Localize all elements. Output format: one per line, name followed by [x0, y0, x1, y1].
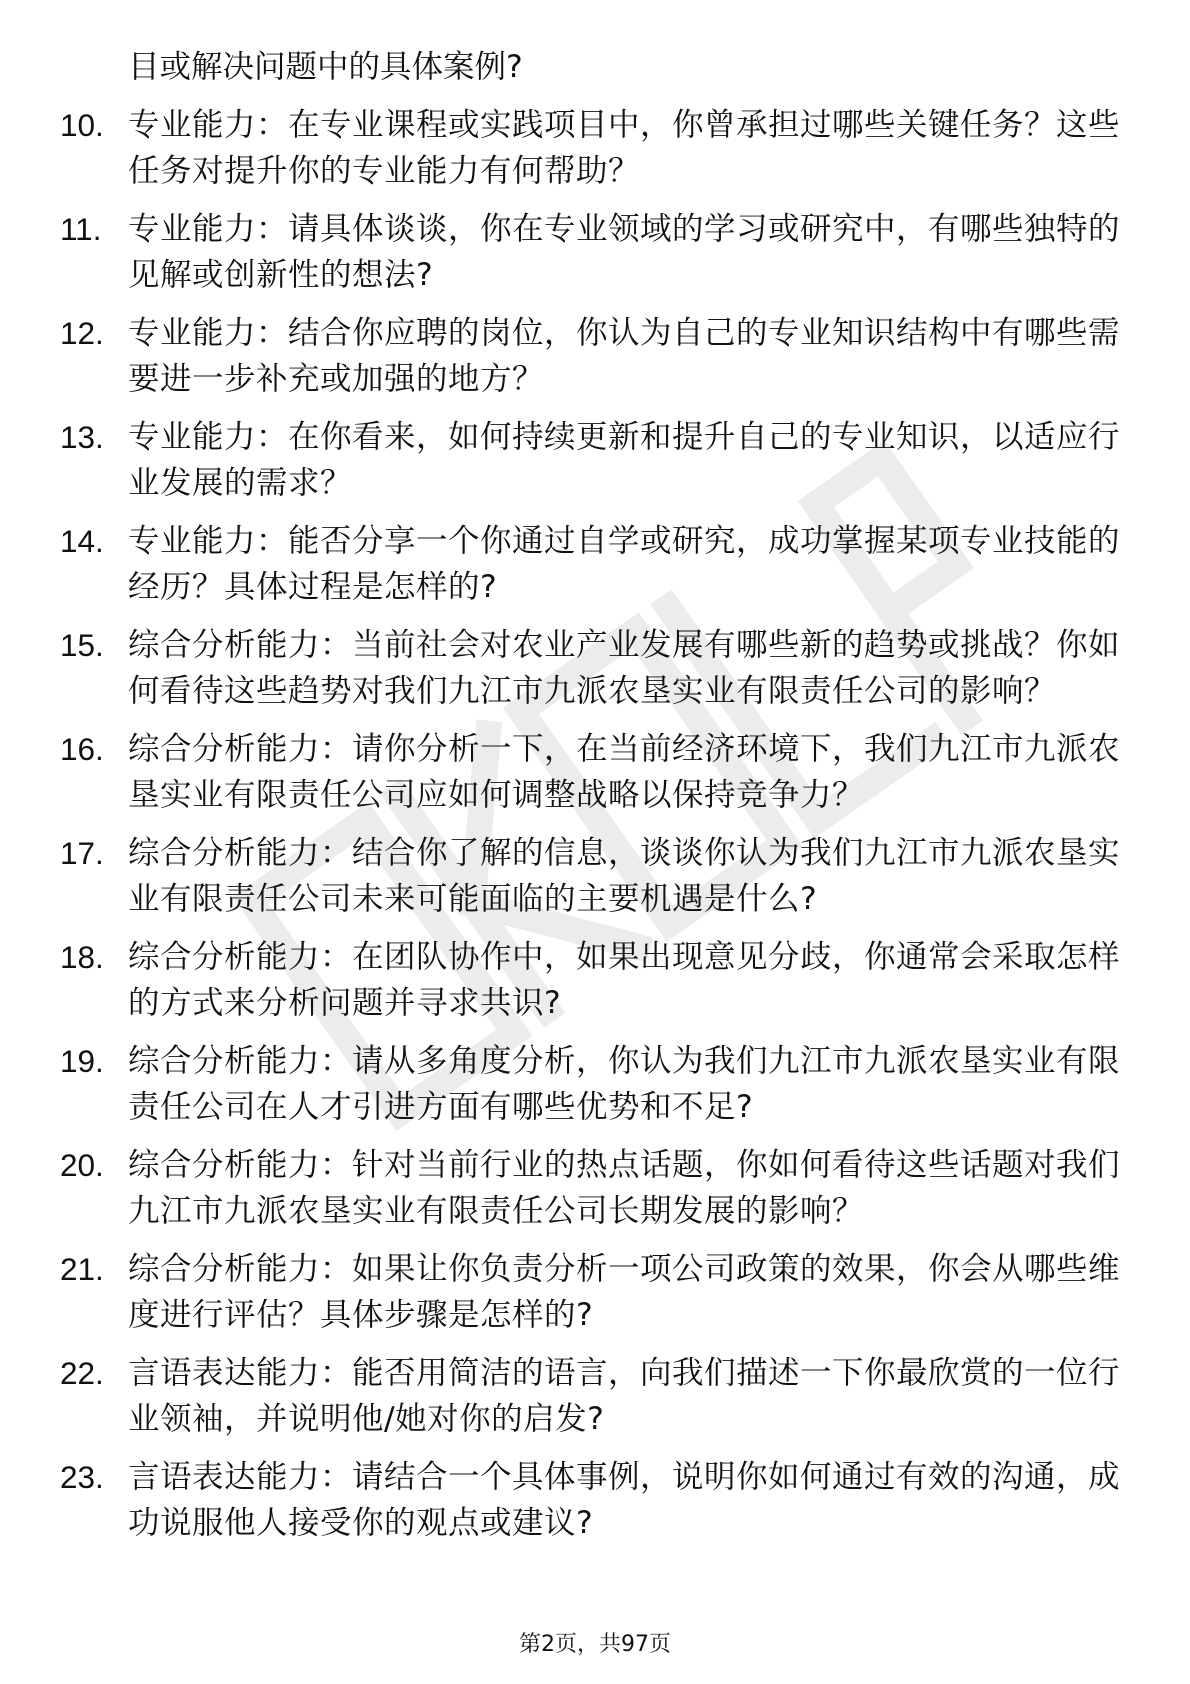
question-text: 专业能力：在专业课程或实践项目中，你曾承担过哪些关键任务？这些任务对提升你的专业能力有何帮助？	[128, 107, 1121, 189]
question-item	[60, 1038, 1120, 1130]
question-number: 14.	[60, 523, 104, 559]
question-number: 22.	[60, 1355, 104, 1391]
question-item	[60, 1142, 1120, 1234]
question-number: 12.	[60, 315, 104, 351]
question-number: 18.	[60, 939, 104, 975]
question-number: 17.	[60, 835, 104, 871]
question-item	[60, 206, 1120, 298]
question-text: 专业能力：能否分享一个你通过自学或研究，成功掌握某项专业技能的经历？具体过程是怎样的?	[128, 523, 1121, 605]
page-footer: 第2页，共97页	[519, 1632, 671, 1657]
question-text: 综合分析能力：如果让你负责分析一项公司政策的效果，你会从哪些维度进行评估？具体步骤是怎样的?	[128, 1251, 1121, 1333]
question-text: 言语表达能力：能否用简洁的语言，向我们描述一下你最欣赏的一位行业领袖，并说明他/她对你的启发?	[128, 1355, 1121, 1437]
question-text: 综合分析能力：在团队协作中，如果出现意见分歧，你通常会采取怎样的方式来分析问题并寻求共识?	[128, 939, 1121, 1021]
question-number: 20.	[60, 1147, 104, 1183]
question-item	[60, 830, 1120, 922]
question-number: 16.	[60, 731, 104, 767]
question-number: 11.	[60, 211, 102, 247]
question-item	[60, 726, 1120, 818]
question-number: 23.	[60, 1459, 104, 1495]
question-number: 19.	[60, 1043, 104, 1079]
continuation-line: 目或解决问题中的具体案例?	[128, 49, 523, 85]
question-number: 21.	[60, 1251, 104, 1287]
question-item	[60, 622, 1120, 714]
question-item	[60, 102, 1120, 194]
question-item	[60, 518, 1120, 610]
question-text: 综合分析能力：请你分析一下，在当前经济环境下，我们九江市九派农垦实业有限责任公司应如何调整战略以保持竞争力？	[128, 731, 1121, 813]
question-item	[60, 414, 1120, 506]
question-item	[60, 1246, 1120, 1338]
question-text: 综合分析能力：当前社会对农业产业发展有哪些新的趋势或挑战？你如何看待这些趋势对我们九江市九派农垦实业有限责任公司的影响？	[128, 627, 1121, 709]
question-item	[60, 1350, 1120, 1442]
question-list	[60, 102, 1120, 1546]
question-text: 专业能力：结合你应聘的岗位，你认为自己的专业知识结构中有哪些需要进一步补充或加强的地方？	[128, 315, 1121, 397]
question-text: 综合分析能力：请从多角度分析，你认为我们九江市九派农垦实业有限责任公司在人才引进方面有哪些优势和不足?	[128, 1043, 1121, 1125]
question-number: 10.	[60, 107, 104, 143]
question-item	[60, 310, 1120, 402]
question-item	[60, 1454, 1120, 1546]
question-number: 15.	[60, 627, 104, 663]
question-text: 专业能力：在你看来，如何持续更新和提升自己的专业知识，以适应行业发展的需求？	[128, 419, 1121, 501]
question-text: 综合分析能力：结合你了解的信息，谈谈你认为我们九江市九派农垦实业有限责任公司未来可能面临的主要机遇是什么?	[128, 835, 1121, 917]
question-content	[60, 44, 1120, 1558]
question-number: 13.	[60, 419, 104, 455]
question-text: 言语表达能力：请结合一个具体事例，说明你如何通过有效的沟通，成功说服他人接受你的观点或建议?	[128, 1459, 1121, 1541]
question-item	[60, 934, 1120, 1026]
question-text: 专业能力：请具体谈谈，你在专业领域的学习或研究中，有哪些独特的见解或创新性的想法?	[128, 211, 1121, 293]
question-text: 综合分析能力：针对当前行业的热点话题，你如何看待这些话题对我们九江市九派农垦实业有限责任公司长期发展的影响？	[128, 1147, 1121, 1229]
